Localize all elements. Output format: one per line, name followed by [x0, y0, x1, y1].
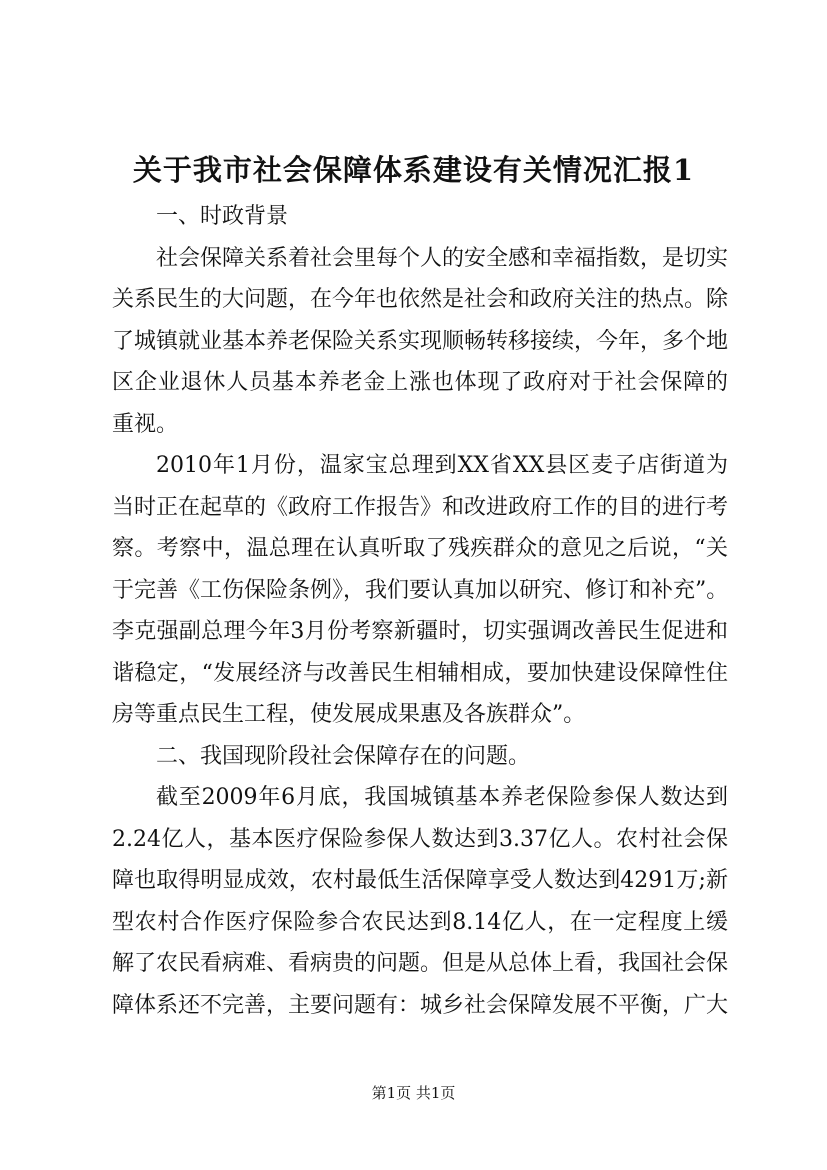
paragraph-line: 截至2009年6月底，我国城镇基本养老保险参保人数达到 [156, 785, 728, 810]
paragraph-line: 谐稳定，“发展经济与改善民生相辅相成，要加快建设保障性住 [112, 660, 728, 686]
paragraph-line: 2.24亿人，基本医疗保险参保人数达到3.37亿人。农村社会保 [112, 826, 728, 852]
paragraph-line: 障也取得明显成效，农村最低生活保障享受人数达到4291万;新 [112, 868, 728, 893]
paragraph-line: 李克强副总理今年3月份考察新疆时，切实强调改善民生促进和 [112, 619, 728, 644]
paragraph-line: 2010年1月份，温家宝总理到XX省XX县区麦子店街道为 [156, 453, 728, 478]
paragraph-line: 社会保障关系着社会里每个人的安全感和幸福指数，是切实 [156, 245, 729, 271]
paragraph-line: 解了农民看病难、看病贵的问题。但是从总体上看，我国社会保 [112, 951, 729, 976]
section-heading: 二、我国现阶段社会保障存在的问题。 [156, 743, 531, 769]
paragraph-line: 了城镇就业基本养老保险关系实现顺畅转移接续，今年，多个地 [112, 328, 729, 354]
paragraph-line: 关系民生的大问题，在今年也依然是社会和政府关注的热点。除 [112, 287, 729, 312]
paragraph-line: 当时正在起草的《政府工作报告》和改进政府工作的目的进行考 [112, 494, 729, 520]
paragraph-line: 房等重点民生工程，使发展成果惠及各族群众”。 [112, 702, 586, 727]
paragraph-line: 重视。 [112, 411, 179, 437]
paragraph-line: 型农村合作医疗保险参合农民达到8.14亿人，在一定程度上缓 [112, 909, 728, 935]
document-body [112, 196, 728, 1026]
paragraph-line: 察。考察中，温总理在认真听取了残疾群众的意见之后说，“关 [112, 536, 728, 561]
page-footer: 第1页 共1页 [371, 1084, 456, 1102]
paragraph-line: 障体系还不完善，主要问题有：城乡社会保障发展不平衡，广大 [112, 992, 729, 1018]
section-heading: 一、时政背景 [156, 204, 289, 229]
paragraph-line: 区企业退休人员基本养老金上涨也体现了政府对于社会保障的 [112, 370, 728, 395]
document-title: 关于我市社会保障体系建设有关情况汇报1 [132, 153, 695, 187]
paragraph-line: 于完善《工伤保险条例》，我们要认真加以研究、修订和补充”。 [112, 577, 729, 603]
